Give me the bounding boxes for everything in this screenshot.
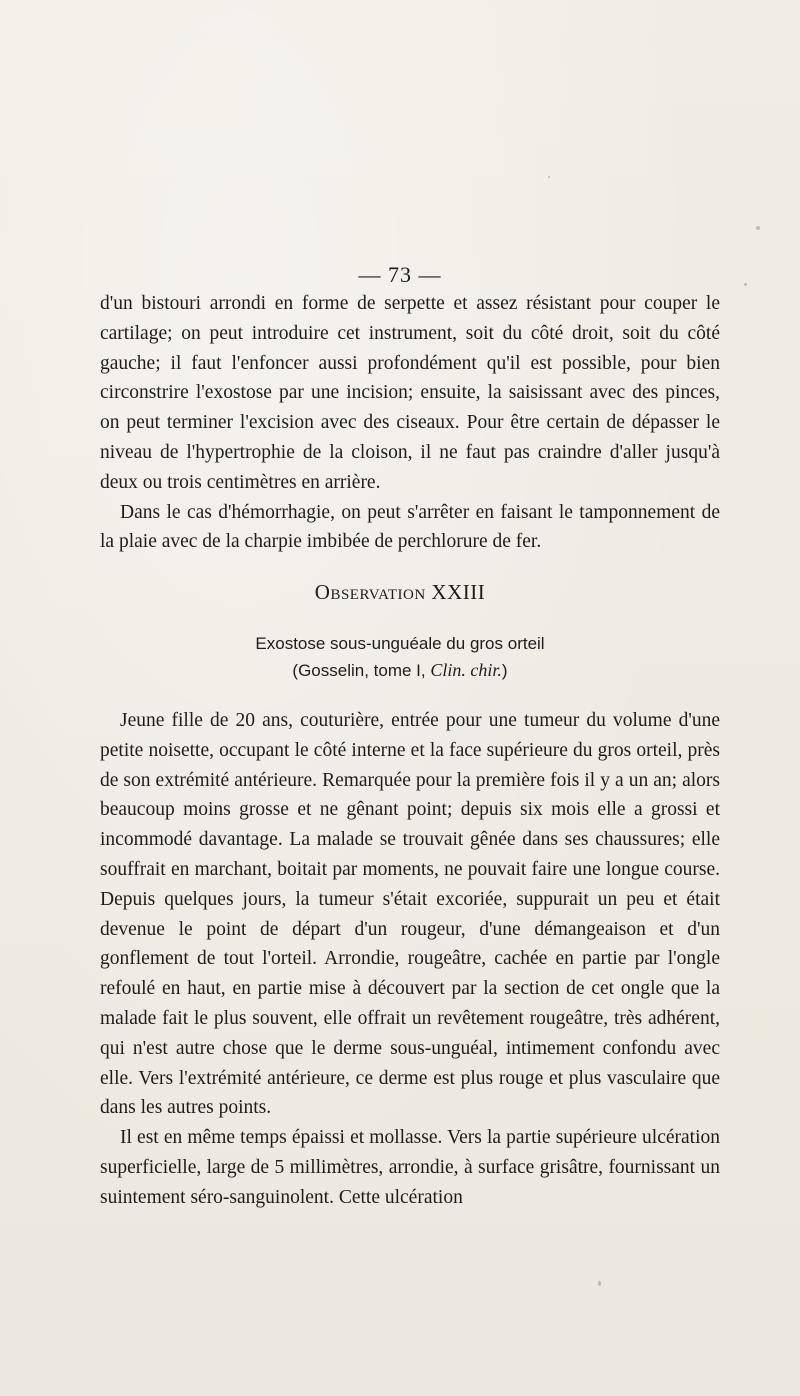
case-title: Exostose sous-unguéale du gros orteil <box>255 634 545 653</box>
scan-speck <box>756 226 760 230</box>
case-source-prefix: (Gosselin, tome I, <box>292 661 426 680</box>
intro-paragraph-1: d'un bistouri arrondi en forme de serpette et assez résistant pour couper le cartilage; on peut introduire cet instrument, soit du côté droit, soit du côté gauche; il faut l'enfoncer aussi profondément qu'il est possible, pour bien circonstrire l'exostose par une incision; ensuite, la saisissant avec des pinces, on peut terminer l'excision avec des ciseaux. Pour être certain de dépasser le niveau de l'hypertrophie de la cloison, il ne faut pas craindre d'aller jusqu'à deux ou trois centimètres en arrière. <box>100 293 720 493</box>
intro-text-block <box>100 289 720 557</box>
case-source-italic: Clin. chir. <box>430 660 502 680</box>
page-number: — 73 — <box>358 262 442 287</box>
case-paragraph-1: Jeune fille de 20 ans, couturière, entrée pour une tumeur du volume d'une petite noisette, occupant le côté interne et la face supérieure du gros orteil, près de son extrémité antérieure. Remarquée pour la première fois il y a un an; alors beaucoup moins grosse et ne gênant point; depuis six mois elle a grossi et incommodé davantage. La malade se trouvait gênée dans ses chaussures; elle souffrait en marchant, boitait par moments, ne pouvait faire une longue course. Depuis quelques jours, la tumeur s'était excoriée, suppurait un peu et était devenue le point de départ d'un rougeur, d'une démangeaison et d'un gonflement de tout l'orteil. Arrondie, rougeâtre, cachée en partie par l'ongle refoulé en haut, en partie mise à découvert par la section de cet ongle que la malade fait le plus souvent, elle offrait un revêtement rougeâtre, très adhérent, qui n'est autre chose que le derme sous-unguéal, intimement confondu avec elle. Vers l'extrémité antérieure, ce derme est plus rouge et plus vasculaire que dans les autres points. <box>100 710 720 1119</box>
observation-heading <box>0 580 800 605</box>
scan-speck <box>548 176 550 178</box>
observation-label: Observation <box>314 580 426 604</box>
observation-number: XXIII <box>431 580 486 604</box>
case-source-suffix: ) <box>501 661 508 680</box>
case-source <box>0 660 800 681</box>
case-text-block <box>100 706 720 1213</box>
scan-speck <box>598 1281 601 1286</box>
scan-speck <box>744 283 747 286</box>
intro-paragraph-2: Dans le cas d'hémorrhagie, on peut s'arrêter en faisant le tamponnement de la plaie avec de la charpie imbibée de perchlorure de fer. <box>100 501 720 553</box>
case-paragraph-2: Il est en même temps épaissi et mollasse. Vers la partie supérieure ulcération superficielle, large de 5 millimètres, arrondie, à surface grisâtre, fournissant un suintement séro-sanguinolent. Cette ulcération <box>100 1127 720 1208</box>
